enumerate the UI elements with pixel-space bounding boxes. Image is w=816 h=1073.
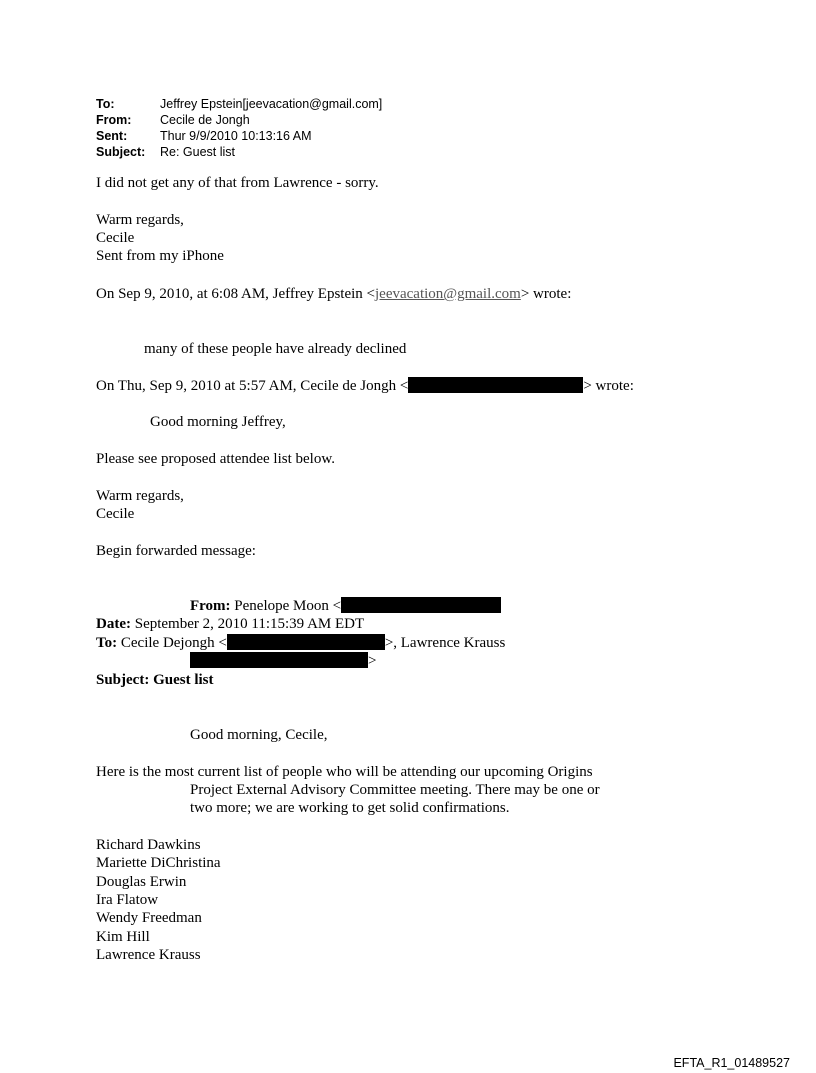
guest-item: Lawrence Krauss	[96, 947, 201, 963]
guest-item: Douglas Erwin	[96, 874, 187, 890]
fwd-subject-label: Subject:	[96, 672, 150, 688]
redaction-box	[227, 634, 385, 650]
header-subject-row	[96, 144, 382, 160]
quote2-greeting: Good morning Jeffrey,	[150, 414, 286, 430]
quote1-attribution	[96, 285, 571, 303]
guest-item: Mariette DiChristina	[96, 855, 221, 871]
guest-item: Richard Dawkins	[96, 837, 201, 853]
fwd-date-line	[96, 615, 364, 633]
quote1-suffix: > wrote:	[520, 286, 572, 302]
quote2-attribution	[96, 377, 634, 395]
sent-value: Thur 9/9/2010 10:13:16 AM	[160, 129, 312, 143]
fwd-body-line1: Here is the most current list of people who will be attending our upcoming Origins	[96, 764, 593, 780]
fwd-to-suffix: >, Lawrence Krauss	[384, 635, 506, 651]
reply-name: Cecile	[96, 230, 135, 246]
fwd-from-line	[190, 597, 501, 615]
quote2-name: Cecile	[96, 506, 135, 522]
fwd-body-line3: two more; we are working to get solid confirmations.	[190, 800, 510, 816]
reply-regards: Warm regards,	[96, 212, 184, 228]
fwd-date-label: Date:	[96, 616, 131, 632]
fwd-to-line	[96, 634, 505, 652]
redaction-box	[341, 597, 501, 613]
header-to-row	[96, 96, 382, 112]
fwd-to-prefix: Cecile Dejongh <	[120, 635, 227, 651]
fwd-from-label: From:	[190, 598, 231, 614]
fwd-subject-value: Guest list	[153, 672, 214, 688]
redaction-box	[408, 377, 583, 393]
guest-item: Wendy Freedman	[96, 910, 202, 926]
fwd-body-line2: Project External Advisory Committee meeting. There may be one or	[190, 782, 600, 798]
subject-value: Re: Guest list	[160, 145, 236, 159]
fwd-to-line2-suffix: >	[368, 653, 377, 669]
fwd-from-value: Penelope Moon <	[234, 598, 342, 614]
guest-item: Ira Flatow	[96, 892, 159, 908]
from-value: Cecile de Jongh	[160, 113, 250, 127]
redaction-box	[190, 652, 368, 668]
to-label: To:	[96, 97, 115, 111]
fwd-to-line2	[190, 652, 376, 670]
reply-signature: Sent from my iPhone	[96, 248, 224, 264]
fwd-greeting: Good morning, Cecile,	[190, 727, 328, 743]
fwd-to-label: To:	[96, 635, 118, 651]
quote2-prefix: On Thu, Sep 9, 2010 at 5:57 AM, Cecile de Jongh <	[96, 378, 409, 394]
guest-item: Kim Hill	[96, 929, 150, 945]
quote1-email-link[interactable]: jeevacation@gmail.com	[375, 286, 521, 302]
quote2-regards: Warm regards,	[96, 488, 184, 504]
forward-notice: Begin forwarded message:	[96, 543, 256, 559]
fwd-subject-line	[96, 671, 214, 689]
to-value: Jeffrey Epstein[jeevacation@gmail.com]	[160, 97, 383, 111]
header-from-row	[96, 112, 382, 128]
quote2-body: Please see proposed attendee list below.	[96, 451, 335, 467]
subject-label: Subject:	[96, 145, 146, 159]
quote1-prefix: On Sep 9, 2010, at 6:08 AM, Jeffrey Epstein <	[96, 286, 375, 302]
document-id: EFTA_R1_01489527	[673, 1056, 790, 1070]
reply-body: I did not get any of that from Lawrence - sorry.	[96, 175, 379, 191]
from-label: From:	[96, 113, 132, 127]
fwd-date-value: September 2, 2010 11:15:39 AM EDT	[134, 616, 365, 632]
quote2-suffix: > wrote:	[583, 378, 634, 394]
header-sent-row	[96, 128, 382, 144]
sent-label: Sent:	[96, 129, 128, 143]
email-header	[96, 96, 382, 160]
quote1-body: many of these people have already declined	[144, 341, 407, 357]
